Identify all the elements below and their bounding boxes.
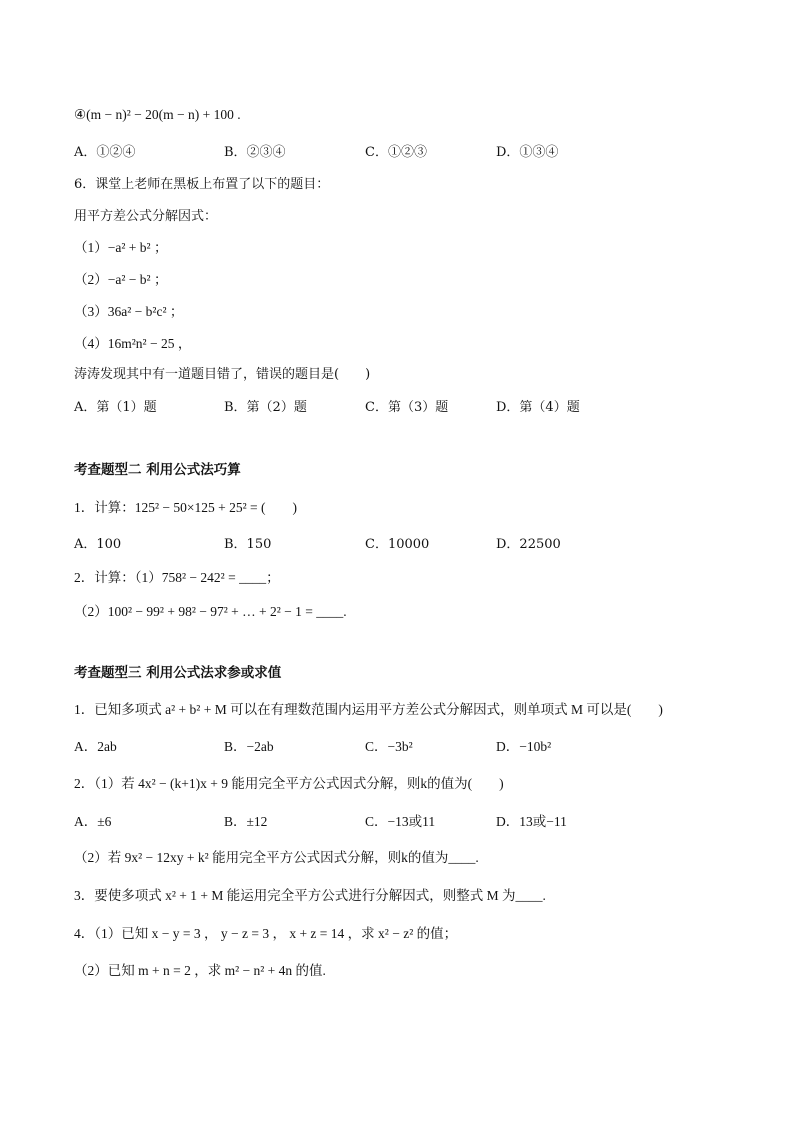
option-b: B．−2ab bbox=[224, 739, 274, 754]
option-a: A．①②④ bbox=[74, 145, 136, 160]
option-c: C．−3b² bbox=[365, 739, 413, 754]
section-heading-3: 考查题型三 利用公式法求参或求值 bbox=[74, 665, 282, 681]
option-c: C．①②③ bbox=[365, 145, 427, 160]
question-6-item-4: （4）16m²n² − 25 ， bbox=[74, 336, 192, 351]
section3-question-4: 4．（1）已知 x − y = 3 ， y − z = 3 ， x + z = 14 ，求 x² − z² 的值； bbox=[74, 926, 458, 941]
question-6: 6．课堂上老师在黑板上布置了以下的题目： bbox=[74, 177, 330, 192]
option-a: A．2ab bbox=[74, 739, 117, 754]
question-6-item-2: （2）−a² − b² ； bbox=[74, 272, 168, 287]
question-item-4: ④(m − n)² − 20(m − n) + 100 . bbox=[74, 107, 241, 122]
option-b: B．第（2）题 bbox=[224, 400, 307, 415]
option-d: D．13或−11 bbox=[496, 814, 567, 829]
question-6-ask: 涛涛发现其中有一道题目错了，错误的题目是( ) bbox=[74, 367, 371, 382]
section2-question-1: 1．计算：125² − 50×125 + 25² = ( ) bbox=[74, 500, 298, 515]
question-6-item-1: （1）−a² + b² ； bbox=[74, 240, 168, 255]
section-heading-2: 考查题型二 利用公式法巧算 bbox=[74, 462, 241, 478]
option-d: D．①③④ bbox=[496, 145, 559, 160]
section3-question-2: 2．（1）若 4x² − (k+1)x + 9 能用完全平方公式因式分解，则k的值为( ) bbox=[74, 776, 504, 791]
option-a: A．第（1）题 bbox=[74, 400, 157, 415]
option-b: B．②③④ bbox=[224, 145, 286, 160]
option-c: C．第（3）题 bbox=[365, 400, 449, 415]
option-a: A．±6 bbox=[74, 814, 112, 829]
section3-question-3: 3．要使多项式 x² + 1 + M 能运用完全平方公式进行分解因式，则整式 M 为____. bbox=[74, 888, 546, 903]
question-6-instruction: 用平方差公式分解因式： bbox=[74, 209, 218, 224]
option-b: B．±12 bbox=[224, 814, 268, 829]
option-a: A．100 bbox=[74, 537, 122, 552]
option-d: D．22500 bbox=[496, 537, 561, 552]
section2-question-2-part-2: （2）100² − 99² + 98² − 97² + … + 2² − 1 = ____. bbox=[74, 604, 347, 619]
section3-question-4-part-2: （2）已知 m + n = 2 ，求 m² − n² + 4n 的值. bbox=[74, 963, 326, 978]
section2-question-2: 2．计算：（1）758² − 242² = ____； bbox=[74, 570, 280, 585]
question-6-item-3: （3）36a² − b²c² ； bbox=[74, 304, 184, 319]
option-c: C．10000 bbox=[365, 537, 430, 552]
section3-question-1: 1．已知多项式 a² + b² + M 可以在有理数范围内运用平方差公式分解因式，则单项式 M 可以是( ) bbox=[74, 702, 663, 717]
section3-question-2-part-2: （2）若 9x² − 12xy + k² 能用完全平方公式因式分解，则k的值为____. bbox=[74, 850, 479, 865]
option-c: C．−13或11 bbox=[365, 814, 436, 829]
option-d: D．−10b² bbox=[496, 739, 552, 754]
option-d: D．第（4）题 bbox=[496, 400, 580, 415]
option-b: B．150 bbox=[224, 537, 272, 552]
